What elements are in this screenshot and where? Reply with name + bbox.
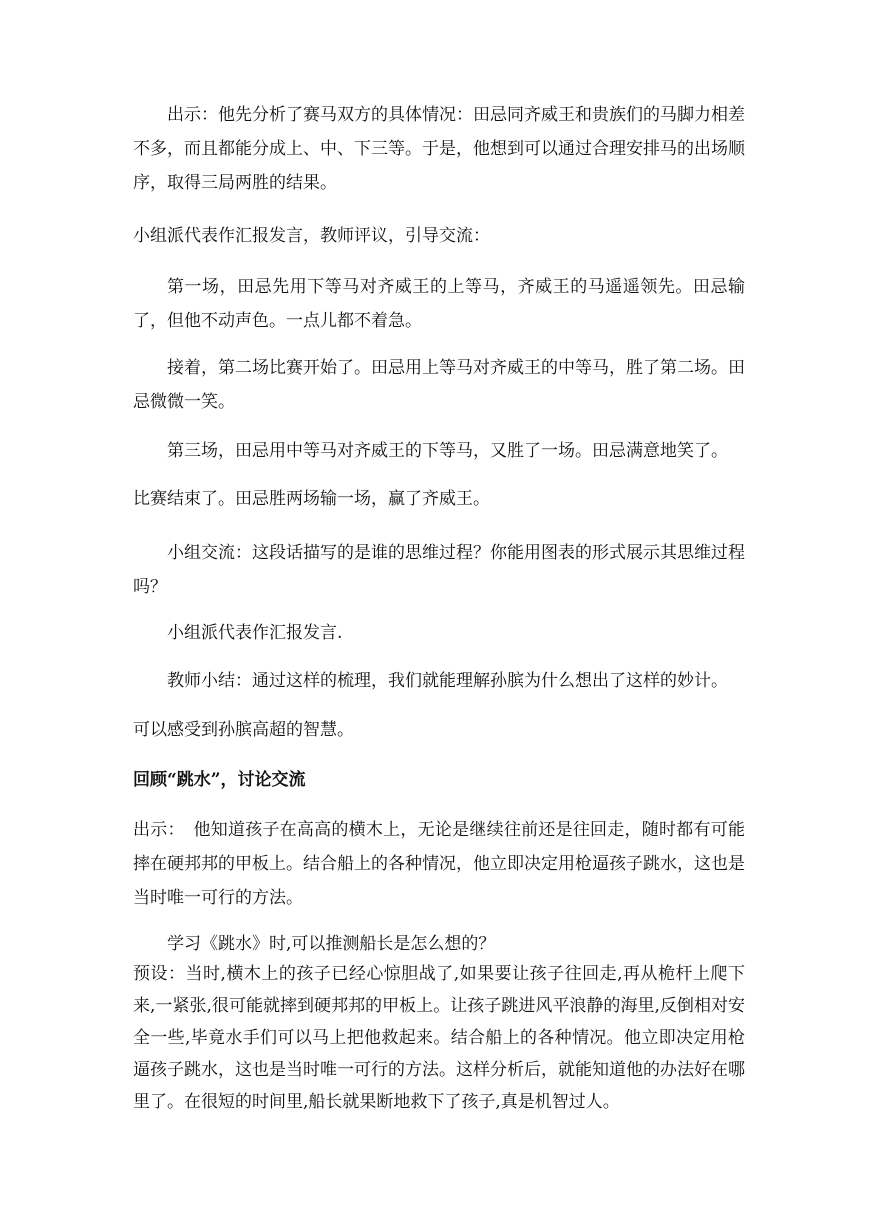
paragraph-show-jump: 出示： 他知道孩子在高高的横木上，无论是继续往前还是往回走，随时都有可能摔在硬邦邦的甲板上。结合船上的各种情况，他立即决定用枪逼孩子跳水，这也是当时唯一可行的方法。 xyxy=(133,820,745,908)
section-heading: 回顾“跳水”，讨论交流 xyxy=(133,770,306,790)
paragraph-group-report-2: 小组派代表作汇报发言. xyxy=(167,623,343,643)
paragraph-group-report: 小组派代表作汇报发言，教师评议，引导交流： xyxy=(133,226,490,246)
paragraph-first-race: 第一场，田忌先用下等马对齐威王的上等马，齐威王的马遥遥领先。田忌输了，但他不动声色。一点儿都不着急。 xyxy=(133,277,745,331)
paragraph-group-discussion: 小组交流：这段话描写的是谁的思维过程？你能用图表的形式展示其思维过程吗？ xyxy=(133,543,745,597)
paragraph-third-race: 第三场，田忌用中等马对齐威王的下等马，又胜了一场。田忌满意地笑了。 xyxy=(167,441,728,461)
paragraph-question: 学习《跳水》时,可以推测船长是怎么想的？ xyxy=(167,934,496,954)
paragraph-preset-answer: 预设：当时,横木上的孩子已经心惊胆战了,如果要让孩子往回走,再从桅杆上爬下来,一紧张,很可能就摔到硬邦邦的甲板上。让孩子跳进风平浪静的海里,反倒相对安全一些,毕竟水手们可以马上把他救起来。结合船上的各种情况。他立即决定用枪逼孩子跳水，这也是当时唯一可行的方法。这样分析后，就能知道他的办法好在哪里了。在很短的时间里,船长就果断地救下了孩子,真是机智过人。 xyxy=(133,964,745,1112)
paragraph-second-race: 接着，第二场比赛开始了。田忌用上等马对齐威王的中等马，胜了第二场。田忌微微一笑。 xyxy=(133,358,745,412)
paragraph-race-result: 比赛结束了。田忌胜两场输一场，赢了齐威王。 xyxy=(133,489,490,509)
paragraph-show-analysis: 出示：他先分析了赛马双方的具体情况：田忌同齐威王和贵族们的马脚力相差不多，而且都能分成上、中、下三等。于是，他想到可以通过合理安排马的出场顺序，取得三局两胜的结果。 xyxy=(133,105,745,193)
paragraph-teacher-summary: 教师小结：通过这样的梳理，我们就能理解孙膑为什么想出了这样的妙计。 xyxy=(167,671,728,691)
paragraph-wisdom: 可以感受到孙膑高超的智慧。 xyxy=(133,720,354,740)
